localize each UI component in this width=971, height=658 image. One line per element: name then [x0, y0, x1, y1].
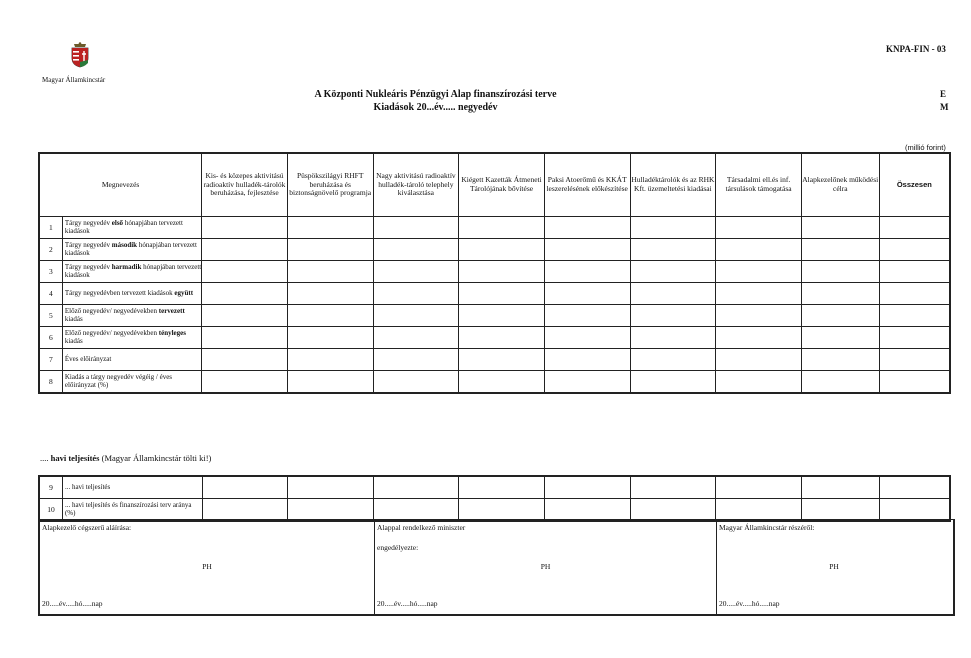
input-cell[interactable] — [630, 327, 716, 349]
input-cell[interactable] — [716, 217, 802, 239]
input-cell[interactable] — [716, 327, 802, 349]
input-cell[interactable] — [373, 217, 459, 239]
row-number: 7 — [39, 349, 62, 371]
input-cell[interactable] — [716, 283, 802, 305]
table-row — [39, 283, 950, 305]
input-cell[interactable] — [287, 239, 373, 261]
input-cell[interactable] — [801, 327, 879, 349]
signature-fund-manager — [40, 520, 374, 614]
row-label-text: Előző negyedév/ negyedévekben — [64, 328, 159, 337]
table-row — [39, 371, 950, 394]
input-cell[interactable] — [373, 305, 459, 327]
row-label — [62, 283, 201, 305]
input-cell[interactable] — [802, 476, 880, 499]
input-cell[interactable] — [879, 327, 950, 349]
row-label-emphasis: együtt — [174, 288, 194, 297]
input-cell[interactable] — [879, 217, 950, 239]
input-cell[interactable] — [373, 327, 459, 349]
input-cell[interactable] — [287, 305, 373, 327]
input-cell[interactable] — [373, 239, 459, 261]
input-cell[interactable] — [459, 283, 545, 305]
table-row — [39, 305, 950, 327]
input-cell[interactable] — [879, 476, 950, 499]
input-cell[interactable] — [288, 499, 374, 522]
input-cell[interactable] — [630, 261, 716, 283]
input-cell[interactable] — [459, 217, 545, 239]
input-cell[interactable] — [879, 283, 950, 305]
input-cell[interactable] — [287, 349, 373, 371]
col-header-6: Hulladéktárolók és az RHK Kft. üzemeltetési kiadásai — [630, 153, 716, 217]
input-cell[interactable] — [544, 283, 630, 305]
section-prefix: .... — [40, 453, 51, 463]
input-cell[interactable] — [373, 371, 459, 394]
expenses-table — [38, 152, 951, 394]
row-label-text: hónapjában tervezett kiadások — [64, 262, 202, 279]
input-cell[interactable] — [287, 327, 373, 349]
signature-minister-sub: engedélyezte: — [377, 543, 419, 552]
section-heading — [40, 453, 211, 463]
col-header-8: Alapkezelőnek működési célra — [801, 153, 879, 217]
input-cell[interactable] — [630, 217, 716, 239]
row-label — [62, 371, 201, 394]
date-field: 20.....év.....hó.....nap — [719, 599, 780, 608]
row-label — [62, 305, 201, 327]
row-number: 3 — [39, 261, 62, 283]
signature-minister-label: Alappal rendelkező miniszter — [377, 523, 466, 532]
input-cell[interactable] — [801, 239, 879, 261]
signature-minister — [375, 520, 716, 614]
row-label — [62, 261, 201, 283]
col-header-1: Kis- és közepes aktivitású radioaktív hulladék-tárolók beruházása, fejlesztése — [202, 153, 288, 217]
input-cell[interactable] — [630, 349, 716, 371]
section-bold: havi teljesítés — [50, 453, 100, 463]
row-number: 4 — [39, 283, 62, 305]
input-cell[interactable] — [630, 371, 716, 394]
input-cell[interactable] — [459, 499, 545, 522]
row-label-text: kiadás — [64, 336, 83, 345]
input-cell[interactable] — [879, 499, 950, 522]
input-cell[interactable] — [288, 476, 374, 499]
row-number: 10 — [39, 499, 62, 522]
input-cell[interactable] — [287, 371, 373, 394]
input-cell[interactable] — [459, 349, 545, 371]
signature-fund-manager-label: Alapkezelő cégszerű aláírása: — [42, 523, 132, 532]
input-cell[interactable] — [459, 371, 545, 394]
signature-treasury-label: Magyar Államkincstár részéről: — [719, 523, 815, 532]
form-code: KNPA-FIN - 03 — [886, 44, 946, 54]
row-label-text: Kiadás a tárgy negyedév végéig / éves előirányzat (%) — [64, 372, 173, 389]
input-cell[interactable] — [545, 499, 631, 522]
row-label-text: hónapjában tervezett kiadások — [64, 240, 197, 257]
input-cell[interactable] — [544, 261, 630, 283]
table-row — [39, 217, 950, 239]
input-cell[interactable] — [459, 261, 545, 283]
input-cell[interactable] — [544, 239, 630, 261]
input-cell[interactable] — [801, 261, 879, 283]
row-label-text: Tárgy negyedév — [64, 240, 112, 249]
page-subtitle: Kiadások 20...év..... negyedév — [373, 102, 498, 113]
input-cell[interactable] — [716, 261, 802, 283]
table-row — [39, 499, 950, 522]
stamp-placeholder: PH — [829, 562, 839, 571]
row-number: 2 — [39, 239, 62, 261]
input-cell[interactable] — [879, 261, 950, 283]
input-cell[interactable] — [373, 261, 459, 283]
input-cell[interactable] — [879, 305, 950, 327]
signature-treasury — [717, 520, 951, 614]
date-field: 20.....év.....hó.....nap — [42, 599, 103, 608]
row-label — [62, 217, 201, 239]
input-cell[interactable] — [202, 261, 288, 283]
input-cell[interactable] — [544, 349, 630, 371]
row-number: 5 — [39, 305, 62, 327]
row-label-text: Tárgy negyedév — [64, 262, 112, 271]
row-label-text: Tárgy negyedévben tervezett kiadások — [64, 288, 175, 297]
input-cell[interactable] — [459, 239, 545, 261]
input-cell[interactable] — [716, 305, 802, 327]
row-number: 1 — [39, 217, 62, 239]
input-cell[interactable] — [373, 349, 459, 371]
input-cell[interactable] — [202, 371, 288, 394]
input-cell[interactable] — [202, 217, 288, 239]
row-label-text: Tárgy negyedév — [64, 218, 112, 227]
col-header-2: Püspökszilágyi RHFT beruházása és biztonságnövelő programja — [287, 153, 373, 217]
input-cell[interactable] — [630, 239, 716, 261]
monthly-performance-table — [38, 475, 951, 522]
input-cell[interactable] — [544, 371, 630, 394]
stamp-placeholder: PH — [202, 562, 212, 571]
input-cell[interactable] — [459, 305, 545, 327]
input-cell[interactable] — [373, 283, 459, 305]
input-cell[interactable] — [287, 283, 373, 305]
row-label-text: Előző negyedév/ negyedévekben — [64, 306, 159, 315]
input-cell[interactable] — [202, 305, 288, 327]
row-label: ... havi teljesítés és finanszírozási terv aránya (%) — [62, 499, 202, 522]
input-cell[interactable] — [544, 305, 630, 327]
col-header-4: Kiégett Kazetták Átmeneti Tárolójának bővítése — [459, 153, 545, 217]
row-label — [62, 327, 201, 349]
col-header-3: Nagy aktivitású radioaktív hulladék-tároló telephely kiválasztása — [373, 153, 459, 217]
input-cell[interactable] — [801, 371, 879, 394]
row-label-text: Éves előirányzat — [64, 354, 112, 363]
input-cell[interactable] — [202, 327, 288, 349]
stamp-placeholder: PH — [540, 562, 551, 571]
row-label-text: kiadás — [64, 314, 83, 323]
input-cell[interactable] — [202, 349, 288, 371]
row-label: ... havi teljesítés — [62, 476, 202, 499]
input-cell[interactable] — [202, 499, 288, 522]
col-header-name: Megnevezés — [39, 153, 202, 217]
input-cell[interactable] — [630, 499, 716, 522]
org-name: Magyar Államkincstár — [42, 76, 106, 84]
input-cell[interactable] — [373, 499, 459, 522]
input-cell[interactable] — [716, 239, 802, 261]
section-rest: (Magyar Államkincstár tölti ki!) — [99, 453, 212, 463]
col-header-5: Paksi Atoerőmű és KKÁT leszerelésének előkészítése — [544, 153, 630, 217]
input-cell[interactable] — [202, 283, 288, 305]
input-cell[interactable] — [373, 476, 459, 499]
input-cell[interactable] — [287, 261, 373, 283]
input-cell[interactable] — [630, 476, 716, 499]
hungarian-coat-of-arms-icon — [70, 42, 90, 68]
input-cell[interactable] — [879, 371, 950, 394]
letter-e: E — [940, 89, 947, 99]
row-label-text: hónapjában tervezett kiadások — [64, 218, 183, 235]
row-label-emphasis: első — [111, 218, 124, 227]
input-cell[interactable] — [202, 239, 288, 261]
table-row — [39, 261, 950, 283]
input-cell[interactable] — [544, 217, 630, 239]
input-cell[interactable] — [630, 283, 716, 305]
input-cell[interactable] — [879, 349, 950, 371]
table-row — [39, 476, 950, 499]
row-label-emphasis: tervezett — [158, 306, 185, 315]
input-cell[interactable] — [202, 476, 288, 499]
row-label-emphasis: tényleges — [158, 328, 186, 337]
input-cell[interactable] — [544, 327, 630, 349]
input-cell[interactable] — [716, 349, 802, 371]
row-number: 8 — [39, 371, 62, 394]
input-cell[interactable] — [879, 239, 950, 261]
row-label — [62, 349, 201, 371]
row-number: 6 — [39, 327, 62, 349]
col-header-total: Összesen — [879, 153, 950, 217]
input-cell[interactable] — [716, 499, 802, 522]
input-cell[interactable] — [716, 371, 802, 394]
row-number: 9 — [39, 476, 62, 499]
header-row — [39, 153, 950, 217]
letter-m: M — [940, 102, 949, 112]
input-cell[interactable] — [459, 476, 545, 499]
row-label — [62, 239, 201, 261]
page-title: A Központi Nukleáris Pénzügyi Alap finanszírozási terve — [314, 89, 557, 100]
input-cell[interactable] — [545, 476, 631, 499]
date-field: 20.....év.....hó.....nap — [377, 599, 438, 608]
col-header-7: Társadalmi ell.és inf. társulások támogatása — [716, 153, 802, 217]
input-cell[interactable] — [287, 217, 373, 239]
input-cell[interactable] — [630, 305, 716, 327]
signature-area — [38, 519, 955, 616]
table-row — [39, 327, 950, 349]
table-row — [39, 349, 950, 371]
table-row — [39, 239, 950, 261]
input-cell[interactable] — [801, 283, 879, 305]
input-cell[interactable] — [801, 305, 879, 327]
unit-label: (millió forint) — [905, 143, 946, 152]
input-cell[interactable] — [801, 349, 879, 371]
row-label-emphasis: második — [111, 240, 138, 249]
input-cell[interactable] — [802, 499, 880, 522]
input-cell[interactable] — [801, 217, 879, 239]
input-cell[interactable] — [716, 476, 802, 499]
row-label-emphasis: harmadik — [111, 262, 142, 271]
input-cell[interactable] — [459, 327, 545, 349]
